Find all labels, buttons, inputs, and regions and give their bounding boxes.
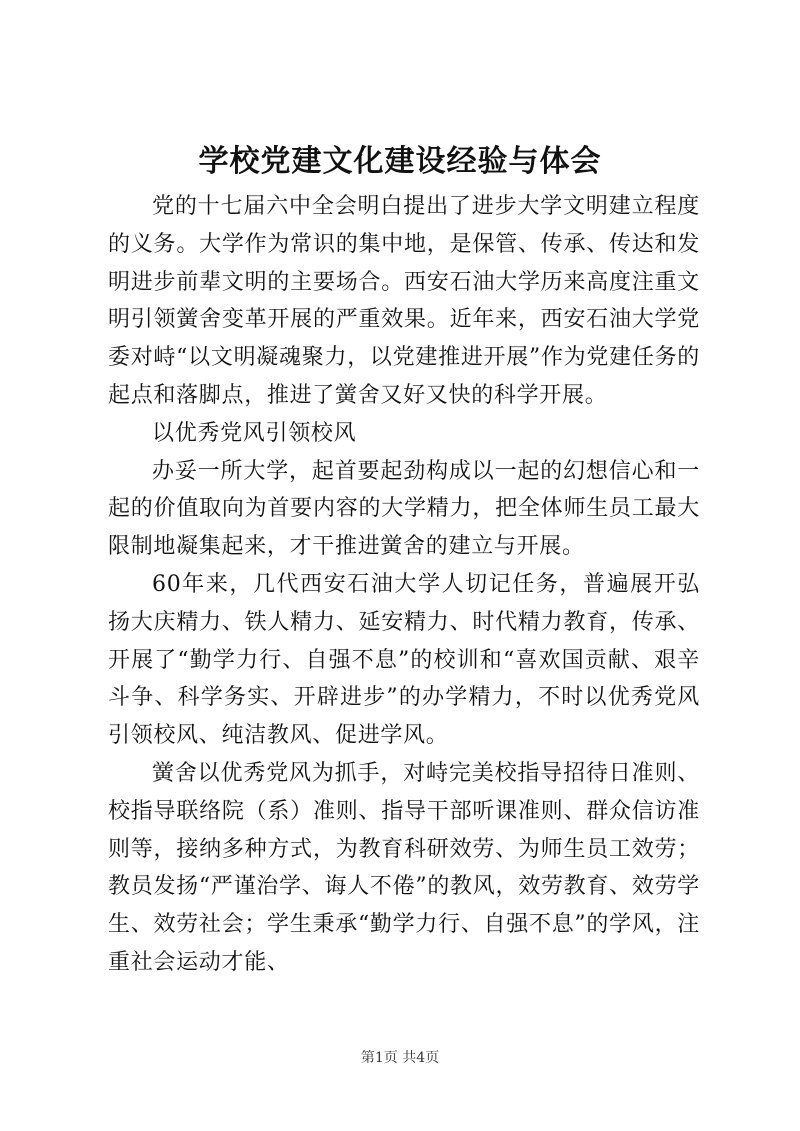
paragraph-party-style: 黉舍以优秀党风为抓手，对峙完美校指导招待日准则、校指导联络院（系）准则、指导干部听课准则、群众信访准则等，接纳多种方式，为教育科研效劳、为师生员工效劳；教员发扬“严谨治学、诲人不倦”的教风，效劳教育、效劳学生、效劳社会；学生秉承“勤学力行、自强不息”的学风，注重社会运动才能、: [108, 760, 700, 975]
page-title: 学校党建文化建设经验与体会: [198, 144, 602, 179]
page-indicator: 第1页 共4页: [360, 1050, 440, 1066]
paragraph-university-spirit: 办妥一所大学，起首要起劲构成以一起的幻想信心和一起的价值取向为首要内容的大学精力，把全体师生员工最大限制地凝集起来，才干推进黉舍的建立与开展。: [108, 458, 700, 560]
document-body: [108, 188, 700, 982]
paragraph-intro: 党的十七届六中全会明白提出了进步大学文明建立程度的义务。大学作为常识的集中地，是保管、传承、传达和发明进步前辈文明的主要场合。西安石油大学历来高度注重文明引领黉舍变革开展的严重效果。近年来，西安石油大学党委对峙“以文明凝魂聚力，以党建推进开展”作为党建任务的起点和落脚点，推进了黉舍又好又快的科学开展。: [108, 194, 700, 408]
paragraph-sixty-years: 60年来，几代西安石油大学人切记任务，普遍展开弘扬大庆精力、铁人精力、延安精力、时代精力教育，传承、开展了“勤学力行、自强不息”的校训和“喜欢国贡献、艰辛斗争、科学务实、开辟进步”的办学精力，不时以优秀党风引领校风、纯洁教风、促进学风。: [108, 571, 700, 749]
section-heading: 以优秀党风引领校风: [152, 420, 357, 446]
